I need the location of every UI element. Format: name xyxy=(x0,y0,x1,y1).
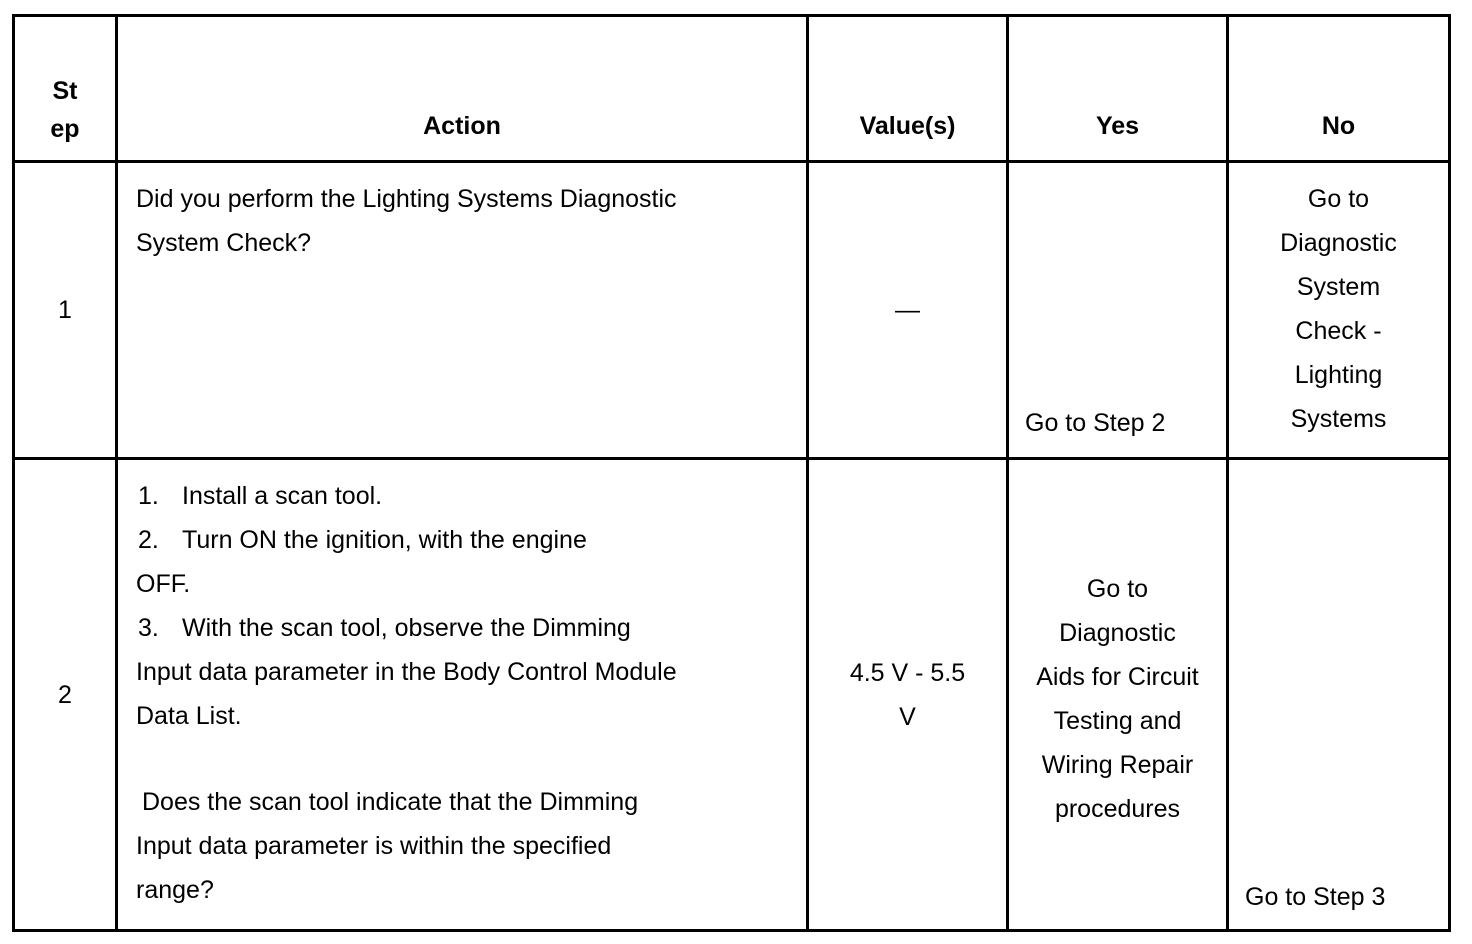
no-text: Go to xyxy=(1307,185,1370,214)
item-continuation: Data List. xyxy=(136,702,242,731)
yes-cell xyxy=(1008,459,1228,931)
header-action: Action xyxy=(117,16,808,162)
yes-text: Aids for Circuit xyxy=(1036,662,1199,691)
yes-text: Go to xyxy=(1086,574,1149,603)
action-item xyxy=(136,474,792,518)
item-number: 1. xyxy=(138,482,159,511)
yes-cell: Go to Step 2 xyxy=(1008,162,1228,459)
header-step-line1: St xyxy=(52,77,78,106)
value-cell: — xyxy=(808,162,1008,459)
header-yes: Yes xyxy=(1008,16,1228,162)
item-continuation: Input data parameter in the Body Control Module xyxy=(136,658,677,687)
action-cell xyxy=(117,162,808,459)
step-number: 1 xyxy=(14,162,117,459)
yes-text: Diagnostic xyxy=(1059,618,1176,647)
no-cell xyxy=(1228,162,1450,459)
action-item xyxy=(136,518,792,562)
no-text: Check - xyxy=(1295,317,1382,346)
header-values: Value(s) xyxy=(808,16,1008,162)
value-text: V xyxy=(899,702,916,731)
diagnostic-table xyxy=(12,14,1451,932)
item-number: 2. xyxy=(138,526,159,555)
no-text: System xyxy=(1296,273,1381,302)
value-cell xyxy=(808,459,1008,931)
item-number: 3. xyxy=(138,614,159,643)
item-text: With the scan tool, observe the Dimming xyxy=(182,614,631,643)
step-number: 2 xyxy=(14,459,117,931)
table-row xyxy=(14,459,1450,931)
no-cell: Go to Step 3 xyxy=(1228,459,1450,931)
yes-text: Wiring Repair xyxy=(1041,750,1194,779)
header-no: No xyxy=(1228,16,1450,162)
action-cell xyxy=(117,459,808,931)
spacer xyxy=(136,738,792,780)
question-text: range? xyxy=(136,876,214,905)
question-text: Input data parameter is within the specified xyxy=(136,832,612,861)
action-text: Did you perform the Lighting Systems Diagnostic xyxy=(136,185,677,214)
header-step-line2: ep xyxy=(50,115,80,144)
question-text: Does the scan tool indicate that the Dimming xyxy=(142,788,639,817)
item-text: Turn ON the ignition, with the engine xyxy=(182,526,587,555)
no-text: Diagnostic xyxy=(1280,229,1397,258)
table-header-row xyxy=(14,16,1450,162)
no-text: Systems xyxy=(1290,405,1387,434)
action-item xyxy=(136,606,792,650)
item-continuation: OFF. xyxy=(136,570,191,599)
yes-text: procedures xyxy=(1054,794,1181,823)
header-step xyxy=(14,16,117,162)
table-row xyxy=(14,162,1450,459)
item-text: Install a scan tool. xyxy=(182,482,383,511)
yes-text: Testing and xyxy=(1053,706,1182,735)
no-text: Lighting xyxy=(1294,361,1383,390)
value-text: 4.5 V - 5.5 xyxy=(849,658,966,687)
action-text: System Check? xyxy=(136,229,312,258)
